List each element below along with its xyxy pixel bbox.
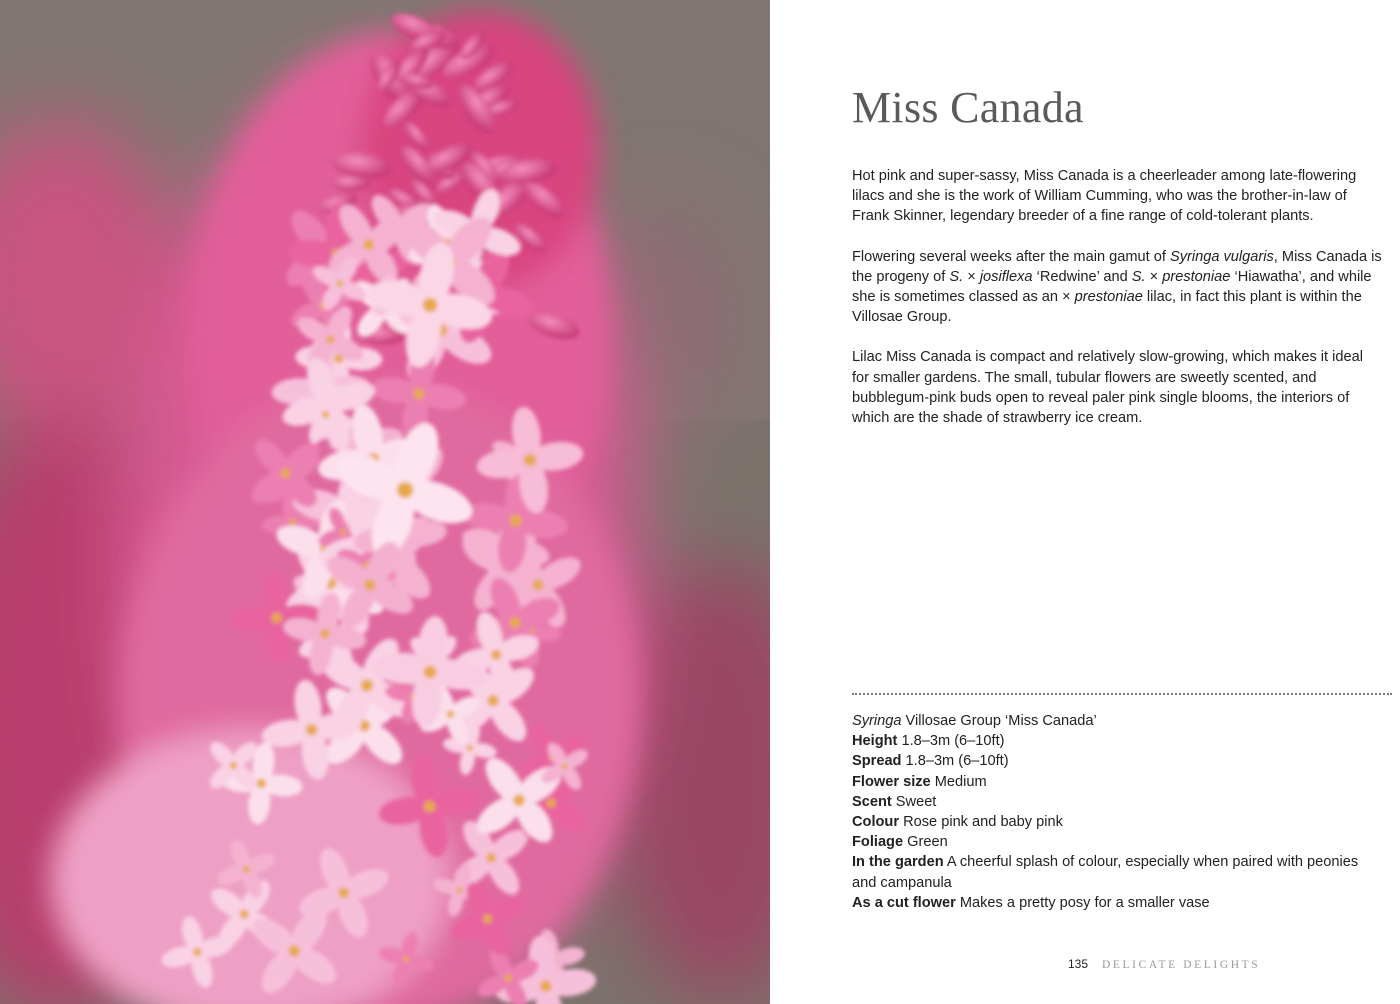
section-title: DELICATE DELIGHTS <box>1102 959 1261 971</box>
paragraph-habit: Lilac Miss Canada is compact and relatively slow-growing, which makes it ideal for smaller gardens. The small, tubular flowers are sweetly scented, and bubblegum-pink buds open to reveal paler pink single blooms, the interiors of which are the shade of strawberry ice cream. <box>852 349 1363 427</box>
fact-scent: Scent Sweet <box>852 793 937 810</box>
page-title: Miss Canada <box>852 83 1084 132</box>
dotted-divider <box>852 693 1392 695</box>
fact-flower-size: Flower size Medium <box>852 773 987 790</box>
fact-cut-flower: As a cut flower Makes a pretty posy for a smaller vase <box>852 894 1210 911</box>
fact-colour: Colour Rose pink and baby pink <box>852 814 1063 831</box>
description <box>852 166 1382 448</box>
fact-spread: Spread 1.8–3m (6–10ft) <box>852 753 1009 770</box>
text-page <box>770 0 1400 1004</box>
paragraph-intro: Hot pink and super-sassy, Miss Canada is a cheerleader among late-flowering lilacs and she is the work of William Cumming, who was the brother-in-law of Frank Skinner, legendary breeder of a fine range of cold-tolerant plants. <box>852 168 1357 225</box>
page-number: 135 <box>1068 957 1089 971</box>
page-footer <box>1068 957 1260 971</box>
fact-foliage: Foliage Green <box>852 834 948 851</box>
plant-facts <box>852 711 1382 913</box>
botanical-name: Syringa Villosae Group ‘Miss Canada’ <box>852 713 1097 729</box>
fact-in-the-garden: In the garden A cheerful splash of colour, especially when paired with peonies and campanula <box>852 854 1359 891</box>
fact-height: Height 1.8–3m (6–10ft) <box>852 733 1005 750</box>
paragraph-parentage: Flowering several weeks after the main gamut of Syringa vulgaris, Miss Canada is the progeny of S. × josiflexa ‘Redwine’ and S. × prestoniae ‘Hiawatha’, and while she is sometimes classed as an × prestoniae lilac, in fact this plant is within the Villosae Group. <box>852 248 1382 326</box>
